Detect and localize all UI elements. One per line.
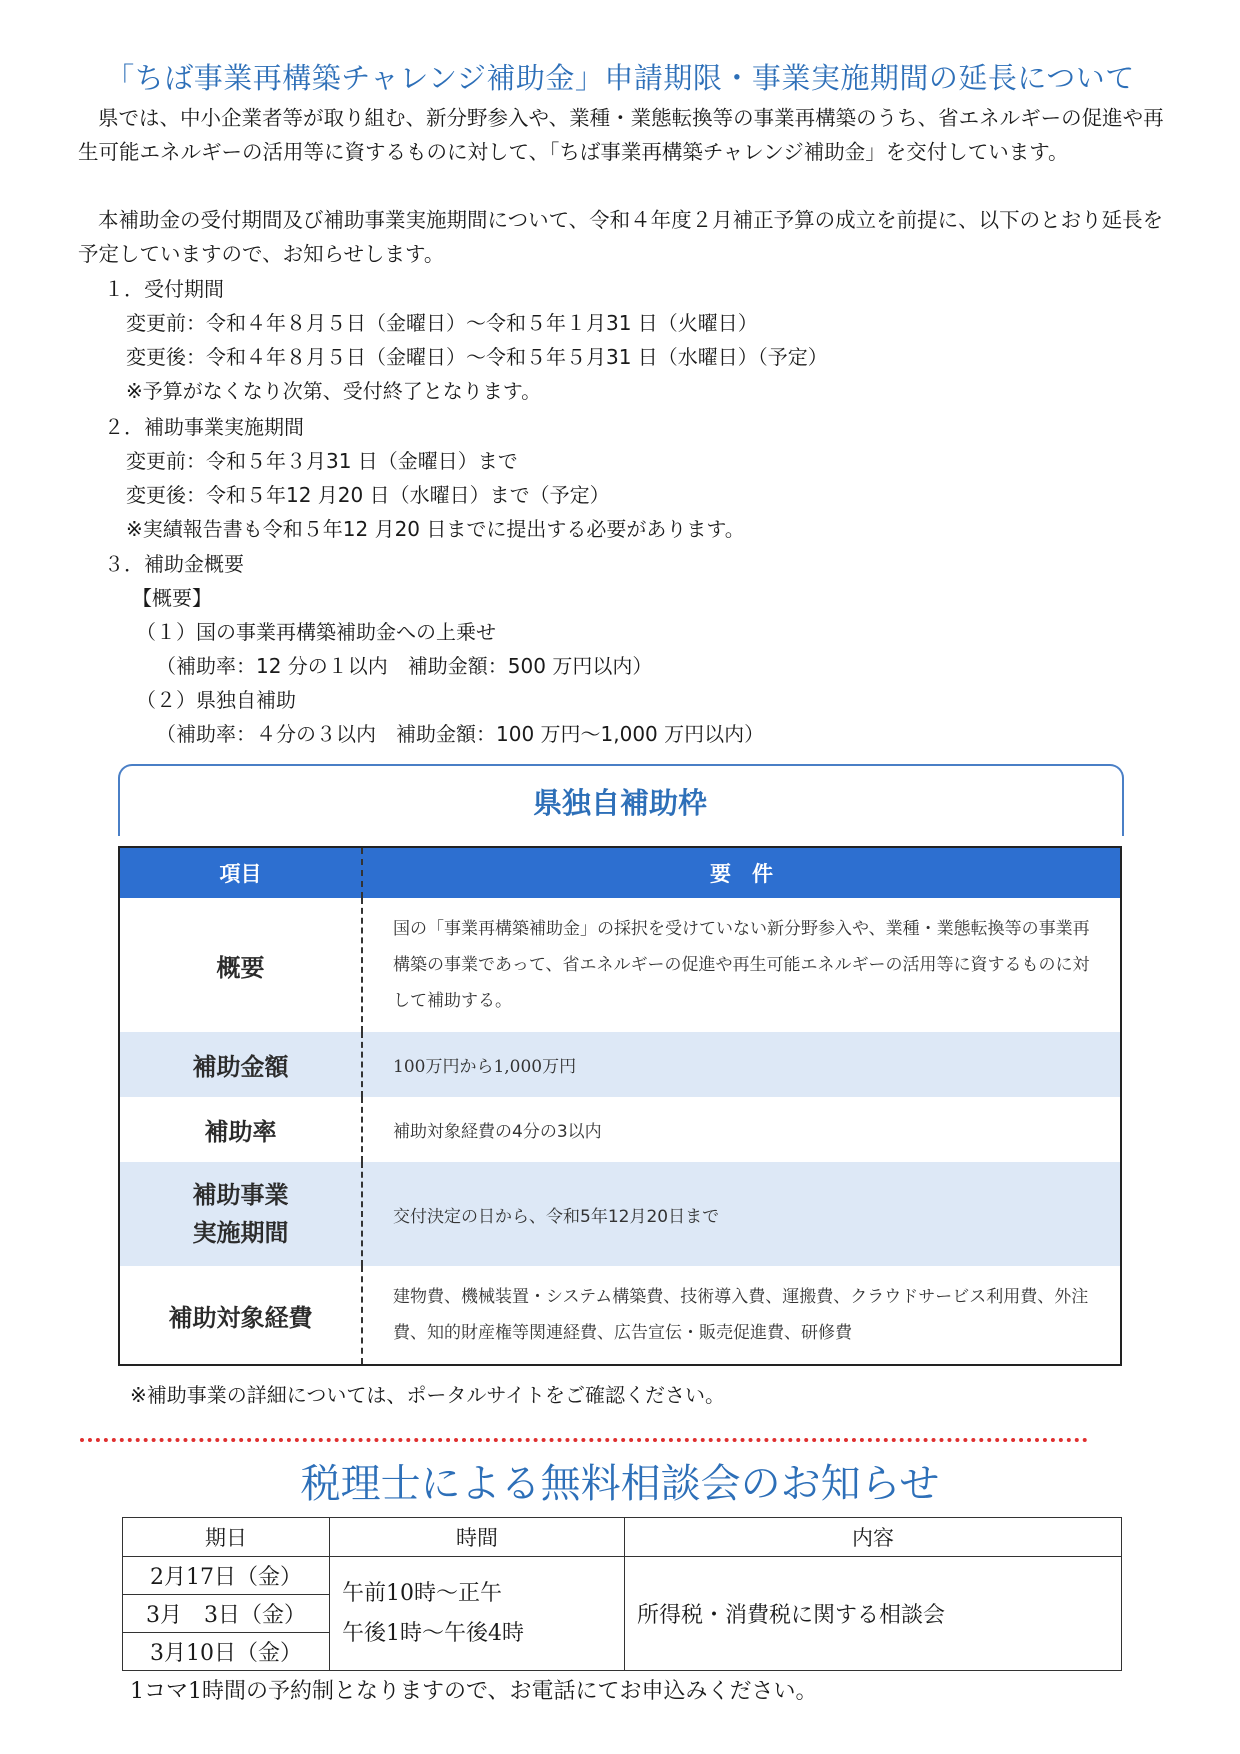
row-label <box>119 1162 362 1266</box>
page-title: 「ちば事業再構築チャレンジ補助金」申請期限・事業実施期間の延長について <box>105 61 1135 95</box>
section-3-item-1: （１）国の事業再構築補助金への上乗せ <box>136 620 496 644</box>
row-text: 補助対象経費の4分の3以内 <box>393 1122 602 1142</box>
header-requirement: 要 件 <box>362 847 1121 898</box>
section-1-before: 変更前：令和４年８月５日（金曜日）～令和５年１月31 日（火曜日） <box>126 311 758 335</box>
section-2-before: 変更前：令和５年３月31 日（金曜日）まで <box>126 449 518 473</box>
schedule-row <box>123 1557 1122 1595</box>
consultation-footer: 1コマ1時間の予約制となりますので、お電話にてお申込みください。 <box>130 1679 818 1704</box>
section-3-label: 【概要】 <box>132 586 212 610</box>
header-item: 項目 <box>119 847 362 898</box>
section-2-heading: ２．補助事業実施期間 <box>104 415 304 439</box>
box-title: 県独自補助枠 <box>532 786 707 820</box>
row-text: 100万円から1,000万円 <box>362 1032 1121 1097</box>
schedule-date: 3月10日（金） <box>123 1633 330 1671</box>
table-row <box>119 898 1121 1032</box>
intro-paragraph-1 <box>78 101 1170 169</box>
intro-text-2: 本補助金の受付期間及び補助事業実施期間について、令和４年度２月補正予算の成立を前提に、以下のとおり延長を予定していますので、お知らせします。 <box>78 208 1164 266</box>
row-label: 補助対象経費 <box>119 1266 362 1365</box>
time-afternoon: 午後1時～午後4時 <box>342 1620 524 1646</box>
schedule-date: 3月 3日（金） <box>123 1595 330 1633</box>
row-text: 建物費、機械装置・システム構築費、技術導入費、運搬費、クラウドサービス利用費、外注費、知的財産権等関連経費、広告宣伝・販売促進費、研修費 <box>393 1287 1089 1343</box>
section-1-note: ※予算がなくなり次第、受付終了となります。 <box>126 379 542 403</box>
header-content: 内容 <box>625 1518 1122 1557</box>
row-label-line-2: 実施期間 <box>192 1219 289 1247</box>
schedule-header-row <box>123 1518 1122 1557</box>
section-2-note: ※実績報告書も令和５年12 月20 日までに提出する必要があります。 <box>126 517 745 541</box>
section-3-item-2-detail: （補助率：４分の３以内 補助金額：100 万円～1,000 万円以内） <box>156 722 765 746</box>
row-label: 補助金額 <box>119 1032 362 1097</box>
table-header-row <box>119 847 1121 898</box>
header-time: 時間 <box>330 1518 625 1557</box>
header-date: 期日 <box>123 1518 330 1557</box>
schedule-date: 2月17日（金） <box>123 1557 330 1595</box>
section-1-after: 変更後：令和４年８月５日（金曜日）～令和５年５月31 日（水曜日）（予定） <box>126 345 828 369</box>
table-row <box>119 1032 1121 1097</box>
time-morning: 午前10時～正午 <box>342 1580 502 1606</box>
section-3-item-2: （２）県独自補助 <box>136 688 296 712</box>
row-text: 国の「事業再構築補助金」の採択を受けていない新分野参入や、業種・業態転換等の事業再構築の事業であって、省エネルギーの促進や再生可能エネルギーの活用等に資するものに対して補助する。 <box>393 919 1090 1011</box>
row-label: 概要 <box>119 898 362 1032</box>
box-note: ※補助事業の詳細については、ポータルサイトをご確認ください。 <box>130 1383 725 1407</box>
section-2-after: 変更後：令和５年12 月20 日（水曜日）まで（予定） <box>126 483 610 507</box>
schedule-time <box>330 1557 625 1671</box>
schedule-table <box>122 1517 1122 1671</box>
schedule-content: 所得税・消費税に関する相談会 <box>625 1557 1122 1671</box>
intro-paragraph-2 <box>78 203 1170 271</box>
dotted-divider <box>80 1438 1088 1442</box>
table-row <box>119 1266 1121 1365</box>
row-label-line-1: 補助事業 <box>192 1181 289 1209</box>
requirements-table <box>118 846 1122 1366</box>
row-text: 交付決定の日から、令和5年12月20日まで <box>362 1162 1121 1266</box>
table-row <box>119 1162 1121 1266</box>
section-3-item-1-detail: （補助率：12 分の１以内 補助金額：500 万円以内） <box>156 654 653 678</box>
consultation-title: 税理士による無料相談会のお知らせ <box>300 1461 940 1507</box>
row-label: 補助率 <box>119 1097 362 1162</box>
section-3-heading: ３．補助金概要 <box>104 552 244 576</box>
table-row <box>119 1097 1121 1162</box>
section-1-heading: １．受付期間 <box>104 277 224 301</box>
intro-text-1: 県では、中小企業者等が取り組む、新分野参入や、業種・業態転換等の事業再構築のうち、省エネルギーの促進や再生可能エネルギーの活用等に資するものに対して、「ちば事業再構築チャレンジ補助金」を交付しています。 <box>78 106 1164 164</box>
